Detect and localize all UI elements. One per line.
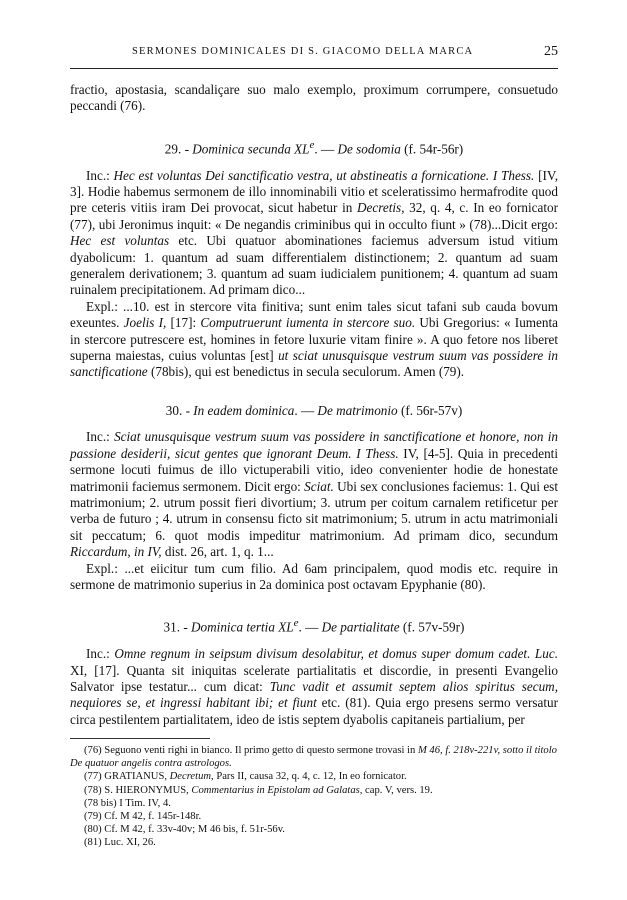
section-29-sep: . —	[314, 141, 338, 157]
running-head: SERMONES DOMINICALES DI S. GIACOMO DELLA MARCA	[132, 46, 474, 57]
explicit-ref: [17]:	[166, 315, 201, 331]
footnote-79: (79) Cf. M 42, f. 145r-148r.	[84, 811, 202, 823]
incipit-text-end: etc. Ubi quatuor abominationes faciemus adversum istud vitium dyabolicum: 1. quantum ad suam differentialem distinctionem; 2. quantum ad suam generalem derivationem; 3. quantum ad suam iudicialem punitionem; 4. quantum ad suam ruinalem precipitationem. Ad primam dico...	[70, 233, 558, 298]
section-31-number: 31. -	[163, 619, 192, 635]
section-30-incipit	[70, 429, 558, 560]
section-30-subject: De matrimonio	[317, 402, 398, 418]
page-header	[70, 44, 558, 64]
section-30-ref: (f. 56r-57v)	[397, 402, 463, 418]
footnote-80: (80) Cf. M 42, f. 33v-40v; M 46 bis, f. 51r-56v.	[84, 824, 285, 836]
section-30-day: In eadem dominica	[193, 402, 295, 418]
page-body	[70, 82, 558, 728]
incipit-text-end: Ubi sex conclusiones faciemus: 1. Qui est matrimonium; 2. utrum possit fieri divortium; 3. utrum per coitum carnalem retificetur per verba de futuro ; 4. utrum in consensu ficto sit matrimonium; 5. utrum in actu matrimoniali sit peccatum; 6. quot modis impeditur matrimonium. Ad primam dico, secundum	[70, 478, 558, 543]
explicit-text: ...10. est in stercore vita finitiva; sunt enim tales sicut tafani sub cauda bovum exeuntes.	[70, 298, 558, 331]
section-30-number: 30. -	[165, 402, 194, 418]
intro-paragraph	[70, 82, 558, 115]
explicit-label: Expl.:	[86, 298, 124, 314]
section-29-sup: e	[309, 138, 315, 151]
section-31-incipit	[70, 646, 558, 728]
section-29-number: 29. -	[164, 141, 193, 157]
incipit-decretis: Decretis	[357, 200, 402, 216]
explicit-gregorius: Ubi Gregorius: « Iumenta in stercore putrescere est, homines in fetore luxurie vitam finire ». A quo fetore nos liberet superna maiestas, cuius voluntas [est]	[70, 315, 559, 364]
section-29-ref: (f. 54r-56r)	[400, 141, 464, 157]
incipit-tail: dist. 26, art. 1, q. 1...	[161, 544, 274, 560]
section-31-sup: e	[293, 617, 299, 630]
incipit-text: XI, [17]. Quanta sit iniquitas scelerate partialitatis et discordie, in presenti Evangelio Salvator ipse testatur... cum dicat:	[70, 662, 558, 694]
section-29-incipit	[70, 168, 558, 299]
section-31-day: Dominica tertia XL	[191, 619, 294, 635]
incipit-quote: Omne regnum in seipsum divisum desolabitur, et domus super domum cadet. Luc.	[114, 646, 558, 662]
incipit-text-cont: , 32, q. 4, c. In eo fornicator (77), ubi Jeronimus inquit: « De negandis criminibus qui in occulto fiunt » (78)...Dicit ergo:	[70, 200, 558, 232]
incipit-hec: Hec est voluntas	[70, 233, 170, 249]
footnote-78bis: (78 bis) I Tim. IV, 4.	[84, 797, 171, 809]
incipit-quote: Sciat unusquisque vestrum suum vas possidere in sanctificatione et honore, non in passione desiderii, sicut gentes que ignorant Deum. I Thess.	[70, 429, 558, 461]
footnotes	[70, 744, 558, 850]
footnote-78: (78) S. HIERONYMUS, Commentarius in Epistolam ad Galatas, cap. V, vers. 19.	[84, 784, 433, 796]
incipit-text: [IV, 3]. Hodie habemus sermonem de illo innominabili vitio et sceleratissimo hermafrodite quod pre ceteris vitiis iram Dei provocat, sicut habetur in	[70, 167, 558, 216]
footnote-rule	[70, 738, 210, 739]
explicit-ut: ut sciat unusquisque vestrum suum vas possidere in sanctificatione	[70, 348, 558, 380]
incipit-label: Inc.:	[86, 646, 115, 662]
section-30-sep: . —	[294, 402, 318, 418]
section-31-sep: . —	[298, 619, 322, 635]
section-30-explicit	[70, 561, 558, 594]
section-29-title	[70, 137, 558, 158]
incipit-quote: Hec est voluntas Dei sanctificatio vestra, ut abstineatis a fornicatione. I Thess.	[113, 167, 535, 183]
footnote-76: (76) Seguono venti righi in bianco. Il primo getto di questo sermone trovasi in M 46, f. 218v-221v, sotto il titolo De quatuor angelis contra astrologos.	[70, 745, 557, 770]
intro-line-1: fractio, apostasia, scandaliçare suo malo exemplo, proximum corrumpere,	[70, 82, 491, 97]
header-rule	[70, 68, 558, 69]
footnote-81: (81) Luc. XI, 26.	[84, 837, 156, 849]
section-31-title	[70, 615, 558, 636]
incipit-tunc: Tunc vadit et assumit septem alios spiritus secum, nequiores se, et ingressi habitant ibi; et fiunt	[70, 678, 558, 711]
incipit-text-end: etc. (81). Quia ergo presens sermo versatur circa pestilentem partialitatem, ideo de istis septem dyabolis capitaneis partialium, per	[70, 695, 558, 727]
section-29-subject: De sodomia	[337, 141, 401, 157]
footnote-77: (77) GRATIANUS, Decretum, Pars II, causa 32, q. 4, c. 12, In eo fornicator.	[84, 771, 407, 783]
explicit-end: (78bis), qui est benedictus in secula seculorum. Amen (79).	[147, 364, 465, 380]
incipit-sciat: Sciat.	[304, 478, 334, 494]
incipit-label: Inc.:	[86, 429, 115, 445]
explicit-label: Expl.:	[86, 560, 125, 576]
explicit-joelis: Joelis I,	[123, 315, 167, 331]
explicit-text: ...et eiicitur tum cum filio. Ad 6am principalem, quod modis etc. require in sermone de matrimonio superius in 2a dominica post octavam Epyphanie (80).	[70, 560, 558, 592]
explicit-quote: Computruerunt iumenta in stercore suo.	[200, 315, 416, 331]
section-29-day: Dominica secunda XL	[192, 141, 310, 157]
page-number: 25	[544, 44, 558, 59]
incipit-label: Inc.:	[86, 167, 114, 183]
section-31-subject: De partialitate	[321, 619, 400, 635]
section-30-title	[70, 403, 558, 419]
incipit-text: IV, [4-5]. Quia in precedenti sermone locuti fuimus de illo victuperabili vitio, ideo convenienter hodie de honestate matrimonii faciemus sermonem. Dicit ergo:	[70, 445, 558, 494]
incipit-riccardum: Riccardum, in IV,	[70, 544, 162, 560]
section-29-explicit	[70, 299, 558, 381]
section-31-ref: (f. 57v-59r)	[399, 619, 465, 635]
intro-line-2: consuetudo peccandi (76).	[70, 82, 558, 114]
